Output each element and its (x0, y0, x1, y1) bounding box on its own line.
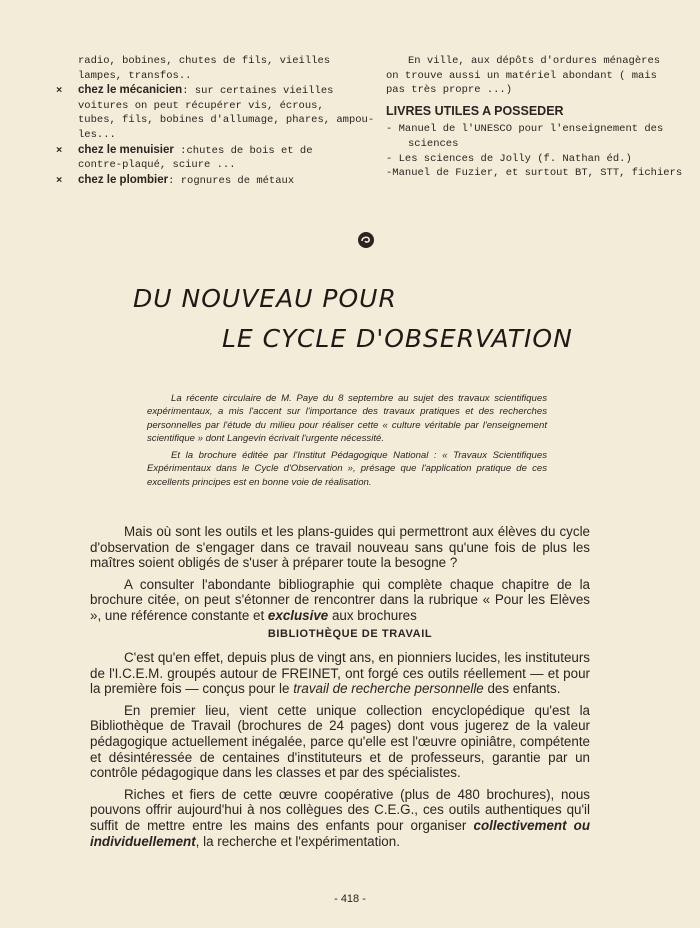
carpenter-label: chez le menuisier (78, 143, 174, 156)
emphasis: collectivement ou individuellement (90, 817, 590, 849)
book-item: - Manuel de l'UNESCO pour l'enseignement des (386, 123, 664, 136)
text-line: lampes, transfos.. (78, 69, 192, 82)
text-line: radio, bobines, chutes de fils, vieilles (78, 55, 331, 67)
body-section-1 (90, 524, 590, 630)
body-paragraph: En premier lieu, vient cette unique collection encyclopédique qu'est la Bibliothèque de Travail (brochures de 24 pages) dont vous jugerez de la valeur pédagogique actuellement inégalée, parce qu'elle est l'œuvre opiniâtre, compétente et désintéressée de centaines d'instituteurs et de professeurs, garantie par un contrôle pédagogique dans les classes et par des spécialistes. (90, 702, 590, 781)
intro-paragraph: Et la brochure éditée par l'Institut Pédagogique National : « Travaux Scientifiques Expérimentaux dans le Cycle d'Observation », présage que l'application pratique de ces excellents principes est en bonne voie de réalisation. (147, 450, 547, 488)
article-title-line-2: LE CYCLE D'OBSERVATION (222, 324, 573, 353)
text-line: voitures on peut récupérer vis, écrous, (78, 99, 324, 112)
text-line: : rognures de métaux (168, 174, 295, 187)
bullet-icon: × (56, 85, 63, 98)
text-line: on trouve aussi un matériel abondant ( mais (386, 69, 657, 82)
page-number: - 418 - (334, 893, 366, 905)
section-heading: BIBLIOTHÈQUE DE TRAVAIL (267, 628, 433, 640)
text-line: sciences (408, 137, 459, 150)
text-line: En ville, aux dépôts d'ordures ménagères (408, 55, 661, 67)
plumber-label: chez le plombier (78, 173, 169, 186)
text-line: les... (78, 128, 116, 141)
materials-column (56, 54, 375, 188)
book-item: -Manuel de Fuzier, et surtout BT, STT, fichiers (386, 167, 683, 180)
text-line: : sur certaines vieilles (182, 85, 334, 98)
text-line: tubes, fils, bobines d'allumage, phares, ampou- (78, 114, 375, 127)
books-column (386, 54, 686, 181)
books-heading: LIVRES UTILES A POSSEDER (386, 103, 564, 118)
intro-paragraph: La récente circulaire de M. Paye du 8 septembre au sujet des travaux scientifiques expérimentaux, a mis l'accent sur l'importance des travaux pratiques et des recherches personnelles par l'étude du milieu pour réaliser cette « culture véritable par l'enseignement scientifique » dont Langevin écrivait l'urgente nécessité. (147, 393, 547, 444)
mechanic-label: chez le mécanicien (78, 84, 183, 97)
text-line: contre-plaqué, sciure ... (78, 159, 236, 172)
text-line: :chutes de bois et de (173, 144, 313, 157)
body-paragraph: Mais où sont les outils et les plans-guides qui permettront aux élèves du cycle d'observation de s'engager dans ce travail nouveau sans qu'une fois de plus les maîtres soient obligés de s'user à préparer toute la besogne ? (90, 524, 590, 571)
body-paragraph: A consulter l'abondante bibliographie qui complète chaque chapitre de la brochure citée, on peut s'étonner de rencontrer dans la rubrique « Pour les Elèves », une référence constante et exclusive aux brochures (90, 576, 590, 623)
intro-block (147, 392, 547, 493)
body-paragraph: Riches et fiers de cette œuvre coopérative (plus de 480 brochures), nous pouvons offrir aujourd'hui à nos collègues des C.E.G., ces outils authentiques qu'il suffit de mettre entre les mains des enfants pour organiser collectivement ou individuellement, la recherche et l'expérimentation. (90, 786, 590, 849)
text-line: pas très propre ...) (386, 84, 513, 97)
swirl-ornament-icon (357, 231, 375, 249)
body-section-2 (90, 650, 590, 855)
body-paragraph: C'est qu'en effet, depuis plus de vingt ans, en pionniers lucides, les instituteurs de l'I.C.E.M. groupés autour de FREINET, ont forgé ces outils réellement — et pour la première fois — conçus pour le travail de recherche personnelle des enfants. (90, 650, 590, 697)
article-title-line-1: DU NOUVEAU POUR (133, 284, 397, 313)
bullet-icon: × (56, 144, 63, 157)
bullet-icon: × (56, 174, 63, 187)
emphasis: exclusive (267, 607, 329, 623)
emphasis: travail de recherche personnelle (293, 681, 484, 697)
book-item: - Les sciences de Jolly (f. Nathan éd.) (386, 152, 632, 165)
